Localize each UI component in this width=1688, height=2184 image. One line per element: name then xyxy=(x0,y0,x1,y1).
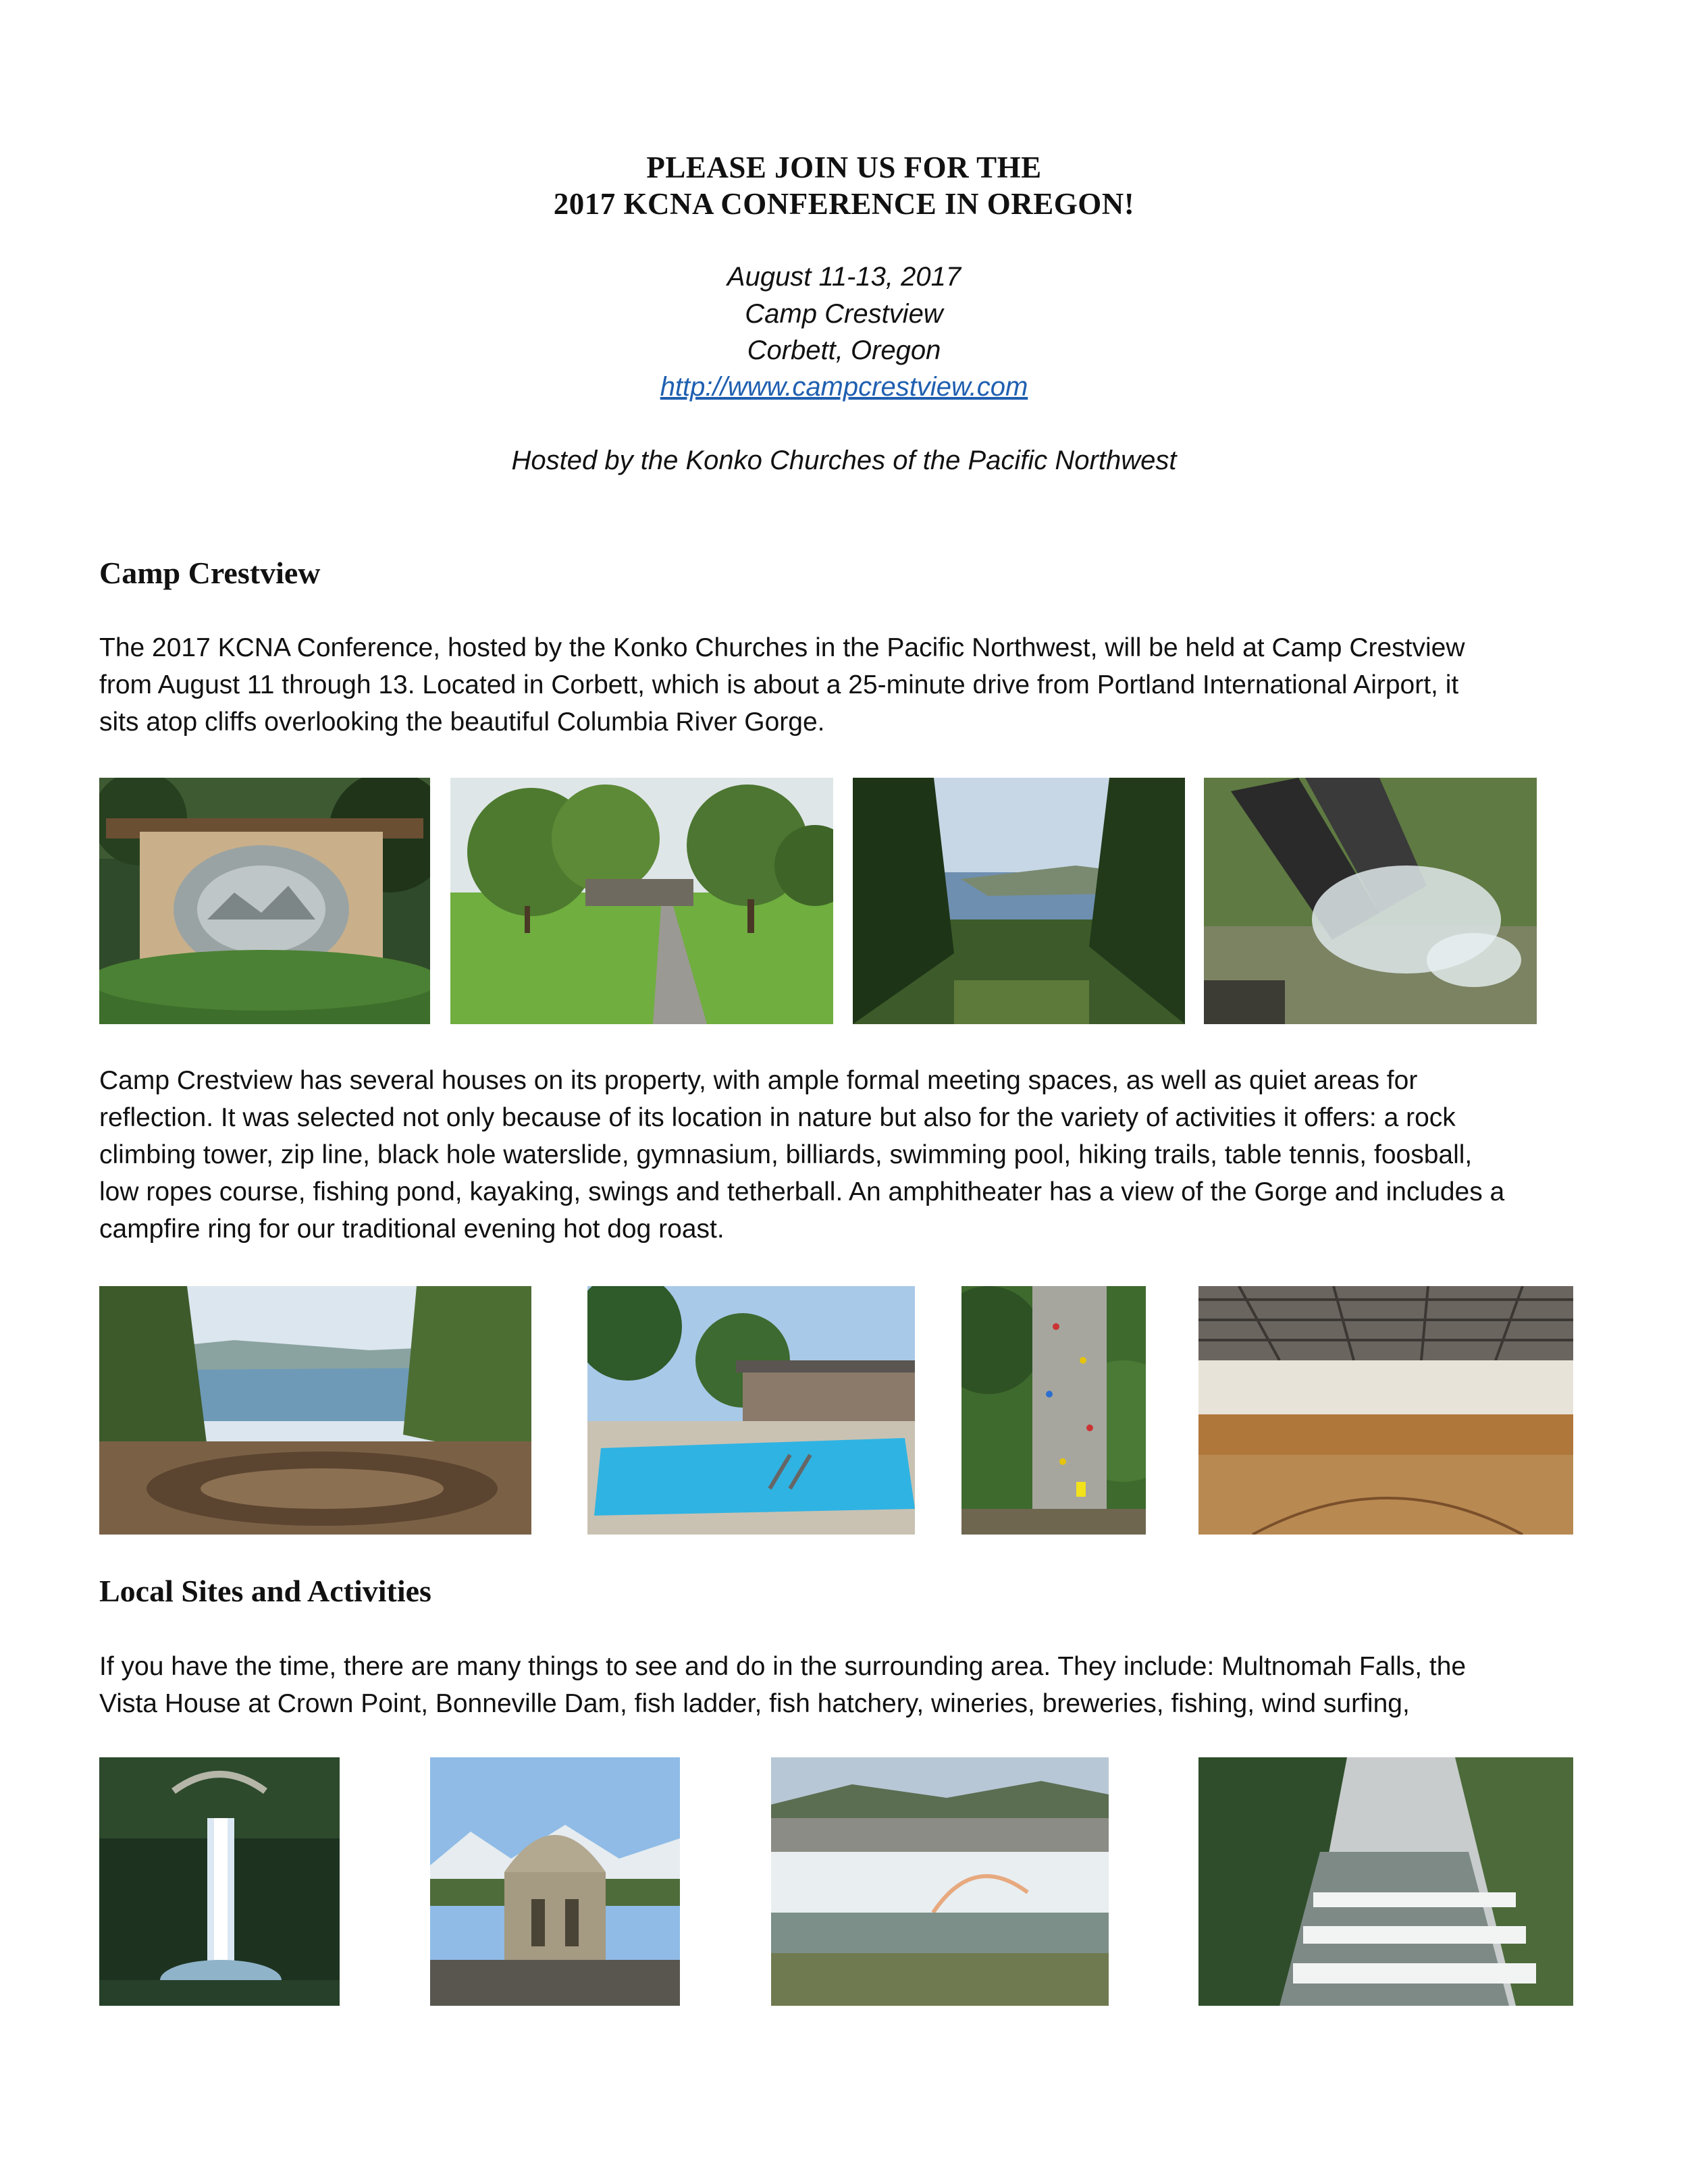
paragraph-line: campfire ring for our traditional evening hot dog roast. xyxy=(99,1215,724,1244)
fish-ladder-photo xyxy=(1198,1757,1573,2006)
paragraph-line: climbing tower, zip line, black hole waterslide, gymnasium, billiards, swimming pool, hiking trails, table tennis, foosball, xyxy=(99,1140,1473,1169)
paragraph-line: The 2017 KCNA Conference, hosted by the Konko Churches in the Pacific Northwest, will be held at Camp Crestview xyxy=(99,633,1465,662)
paragraph-line: Camp Crestview has several houses on its property, with ample formal meeting spaces, as well as quiet areas for xyxy=(99,1066,1418,1095)
event-dates: August 11-13, 2017 xyxy=(727,262,961,292)
event-url-wrap xyxy=(0,372,1688,402)
multnomah-falls-photo xyxy=(99,1757,340,2006)
title-line-2: 2017 KCNA CONFERENCE IN OREGON! xyxy=(553,187,1135,221)
paragraph-line: low ropes course, fishing pond, kayaking, swings and tetherball. An amphitheater has a view of the Gorge and includes a xyxy=(99,1177,1505,1206)
event-venue: Camp Crestview xyxy=(745,299,943,329)
climbing-tower-photo xyxy=(961,1286,1146,1535)
paragraph-line: from August 11 through 13. Located in Corbett, which is about a 25-minute drive from Portland International Airport, it xyxy=(99,670,1459,699)
camp-lawn-driveway-photo xyxy=(450,778,833,1024)
event-url-link[interactable]: http://www.campcrestview.com xyxy=(660,372,1028,402)
title-line-1: PLEASE JOIN US FOR THE xyxy=(646,151,1042,184)
gymnasium-photo xyxy=(1198,1286,1573,1535)
amphitheater-photo xyxy=(99,1286,531,1535)
section-heading-local: Local Sites and Activities xyxy=(99,1574,431,1608)
waterslide-photo xyxy=(1204,778,1537,1024)
camp-intro-paragraph xyxy=(99,629,1605,741)
vista-house-photo xyxy=(430,1757,680,2006)
local-sites-paragraph xyxy=(99,1648,1605,1722)
bonneville-dam-photo xyxy=(771,1757,1109,2006)
section-heading-camp: Camp Crestview xyxy=(99,556,321,590)
paragraph-line: reflection. It was selected not only because of its location in nature but also for the variety of activities it offers: a rock xyxy=(99,1103,1456,1132)
gorge-view-photo xyxy=(853,778,1185,1024)
paragraph-line: Vista House at Crown Point, Bonneville Dam, fish ladder, fish hatchery, wineries, breweries, fishing, wind surfing, xyxy=(99,1689,1410,1718)
paragraph-line: If you have the time, there are many things to see and do in the surrounding area. They include: Multnomah Falls, the xyxy=(99,1652,1467,1681)
camp-activities-paragraph xyxy=(99,1062,1605,1248)
event-location: Corbett, Oregon xyxy=(747,336,941,365)
swimming-pool-photo xyxy=(587,1286,915,1535)
camp-sign-photo xyxy=(99,778,430,1024)
paragraph-line: sits atop cliffs overlooking the beautiful Columbia River Gorge. xyxy=(99,708,825,737)
hosted-by: Hosted by the Konko Churches of the Pacific Northwest xyxy=(511,446,1177,475)
